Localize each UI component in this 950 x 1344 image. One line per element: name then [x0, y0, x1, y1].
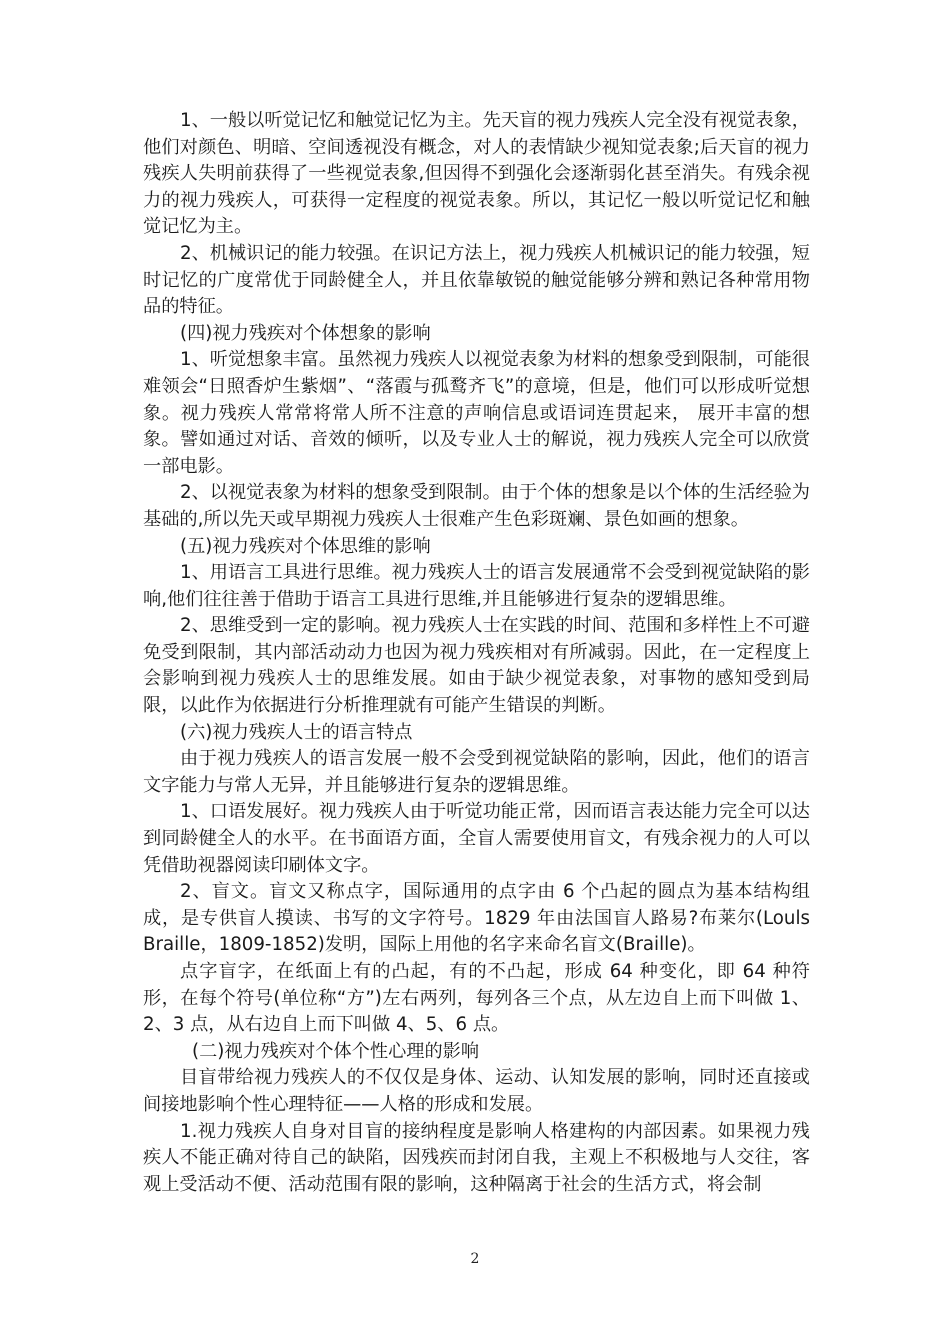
paragraph: 2、思维受到一定的影响。视力残疾人士在实践的时间、范围和多样性上不可避免受到限制，其内部活动动力也因为视力残疾相对有所减弱。因此，在一定程度上会影响到视力残疾人士的思维发展。如由于缺少视觉表象，对事物的感知受到局限，以此作为依据进行分析推理就有可能产生错误的判断。 — [143, 615, 810, 717]
paragraph: 1、听觉想象丰富。虽然视力残疾人以视觉表象为材料的想象受到限制，可能很难领会“日照香炉生紫烟”、“落霞与孤鹜齐飞”的意境，但是，他们可以形成听觉想象。视力残疾人常常将常人所不注意的声响信息或语词连贯起来， 展开丰富的想象。譬如通过对话、音效的倾听，以及专业人士的解说，视力残疾人完全可以欣赏一部电影。 — [143, 349, 810, 477]
paragraph: 1、用语言工具进行思维。视力残疾人士的语言发展通常不会受到视觉缺陷的影响,他们往往善于借助于语言工具进行思维,并且能够进行复杂的逻辑思维。 — [143, 562, 810, 610]
section-heading: (四)视力残疾对个体想象的影响 — [180, 322, 431, 344]
paragraph: 1、一般以听觉记忆和触觉记忆为主。先天盲的视力残疾人完全没有视觉表象，他们对颜色、明暗、空间透视没有概念，对人的表情缺少视知觉表象;后天盲的视力残疾人失明前获得了一些视觉表象,但因得不到强化会逐渐弱化甚至消失。有残余视力的视力残疾人，可获得一定程度的视觉表象。所以，其记忆一般以听觉记忆和触觉记忆为主。 — [143, 110, 810, 238]
section-heading: (五)视力残疾对个体思维的影响 — [180, 535, 431, 557]
section-heading: (六)视力残疾人士的语言特点 — [180, 721, 413, 743]
body-text — [143, 108, 810, 1198]
paragraph: 2、机械识记的能力较强。在识记方法上，视力残疾人机械识记的能力较强，短时记忆的广度常优于同龄健全人，并且依靠敏锐的触觉能够分辨和熟记各种常用物品的特征。 — [143, 242, 810, 318]
paragraph: 点字盲字，在纸面上有的凸起，有的不凸起，形成 64 种变化，即 64 种符形，在每个符号(单位称“方”)左右两列，每列各三个点，从左边自上而下叫做 1、2、3 点，从右边自上而下叫做 4、5、6 点。 — [143, 961, 810, 1036]
paragraph: 1、口语发展好。视力残疾人由于听觉功能正常，因而语言表达能力完全可以达到同龄健全人的水平。在书面语方面，全盲人需要使用盲文，有残余视力的人可以凭借助视器阅读印刷体文字。 — [143, 801, 810, 876]
paragraph: 2、以视觉表象为材料的想象受到限制。由于个体的想象是以个体的生活经验为基础的,所以先天或早期视力残疾人士很难产生色彩斑斓、景色如画的想象。 — [143, 482, 810, 530]
paragraph: 2、盲文。盲文又称点字，国际通用的点字由 6 个凸起的圆点为基本结构组成，是专供盲人摸读、书写的文字符号。1829 年由法国盲人路易?布莱尔(Louls Braille，1809-1852)发明，国际上用他的名字来命名盲文(Braille)。 — [143, 881, 810, 956]
page-number: 2 — [470, 1251, 480, 1267]
paragraph: 1.视力残疾人自身对目盲的接纳程度是影响人格建构的内部因素。如果视力残疾人不能正确对待自己的缺陷，因残疾而封闭自我，主观上不积极地与人交往，客观上受活动不便、活动范围有限的影响，这种隔离于社会的生活方式，将会制 — [143, 1120, 810, 1195]
section-heading: (二)视力残疾对个体个性心理的影响 — [192, 1040, 480, 1062]
paragraph: 由于视力残疾人的语言发展一般不会受到视觉缺陷的影响，因此，他们的语言文字能力与常人无异，并且能够进行复杂的逻辑思维。 — [143, 748, 810, 796]
paragraph: 目盲带给视力残疾人的不仅仅是身体、运动、认知发展的影响，同时还直接或间接地影响个性心理特征——人格的形成和发展。 — [143, 1067, 810, 1115]
